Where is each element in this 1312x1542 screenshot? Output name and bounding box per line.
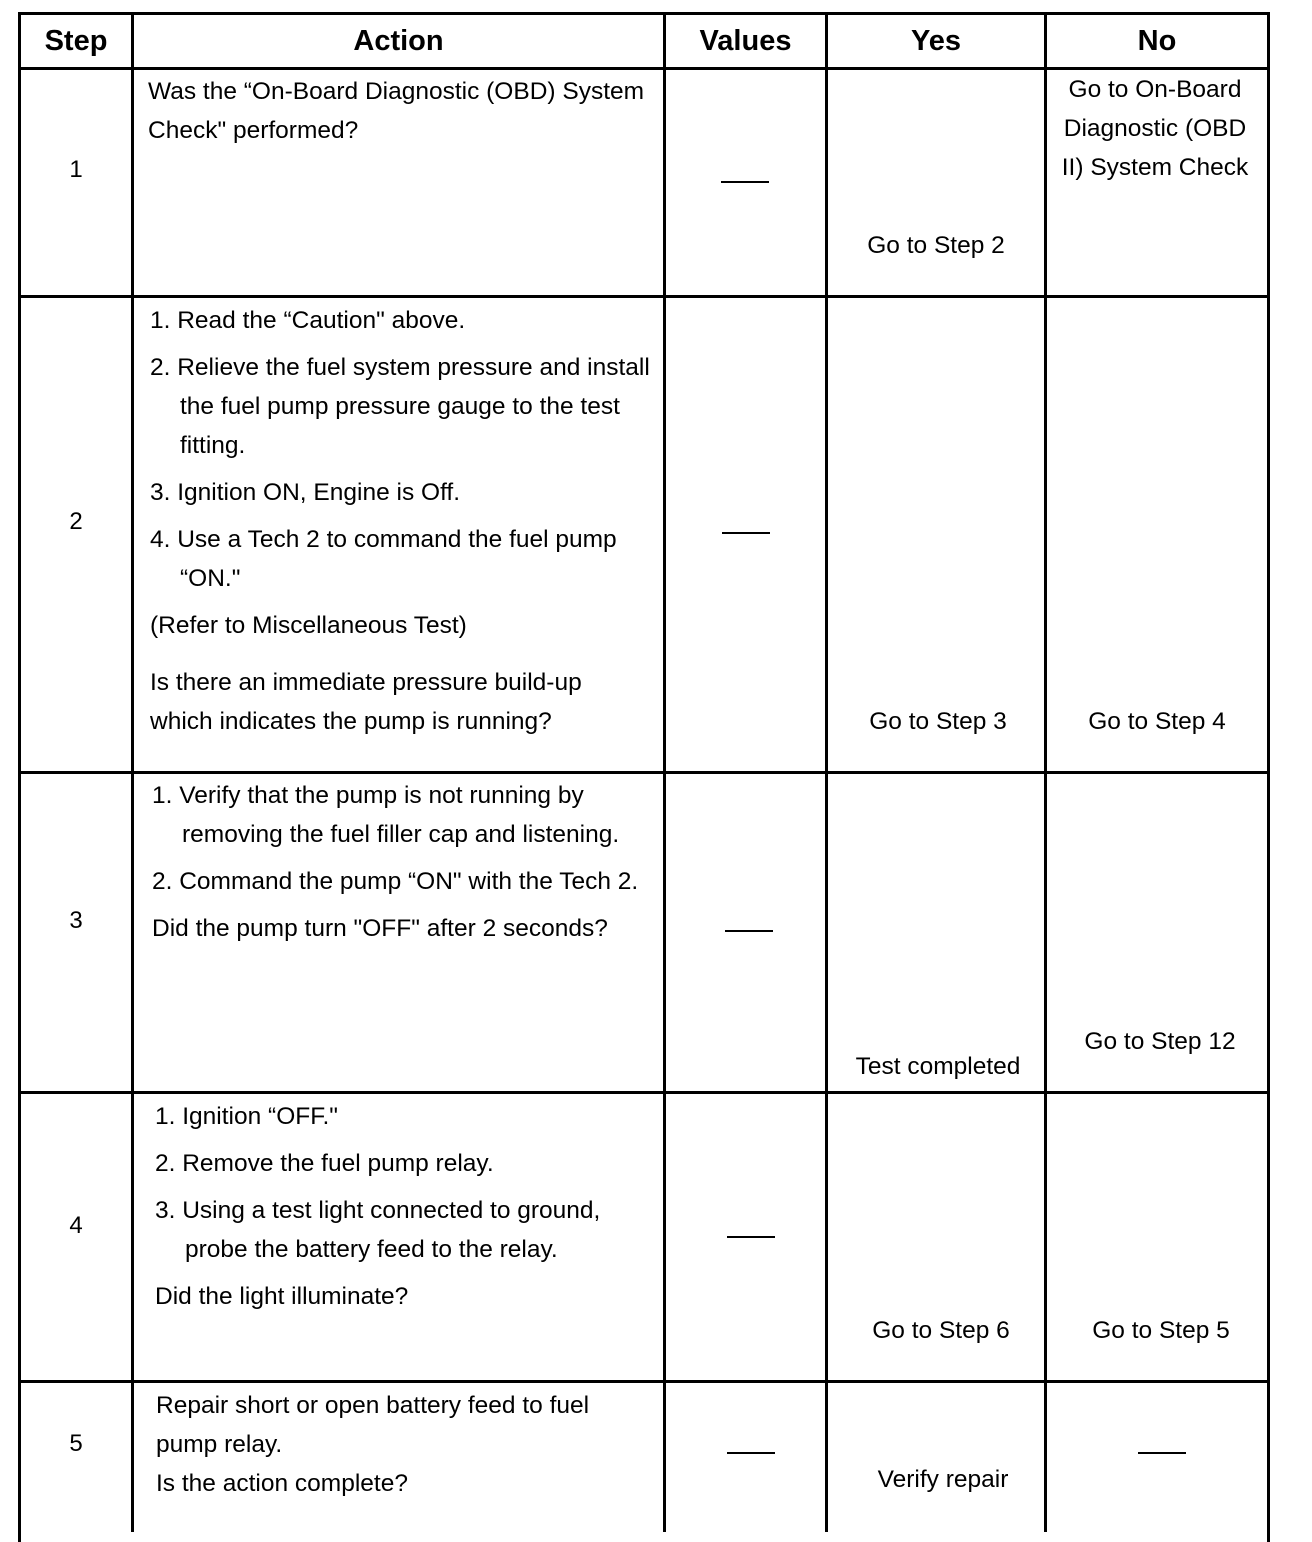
yes-result: Go to Step 6 xyxy=(872,1317,1010,1344)
no-result: Go to Step 12 xyxy=(1084,1028,1236,1055)
row-divider-2 xyxy=(18,771,1270,774)
row-divider-4 xyxy=(18,1380,1270,1383)
yes-result: Go to Step 3 xyxy=(869,708,1007,735)
column-divider-yes xyxy=(1044,12,1047,1532)
action-cell xyxy=(150,301,650,741)
no-result: Go to On-Board Diagnostic (OBD II) System Check xyxy=(1061,76,1249,181)
row-divider-3 xyxy=(18,1091,1270,1094)
step-number: 5 xyxy=(69,1430,83,1457)
header-no: No xyxy=(1137,25,1177,57)
action-question: Is the action complete? xyxy=(156,1470,408,1497)
step-number: 4 xyxy=(69,1212,83,1239)
yes-result: Verify repair xyxy=(877,1466,1009,1493)
action-step: 3. Using a test light connected to ground, probe the battery feed to the relay. xyxy=(155,1197,601,1263)
header-yes: Yes xyxy=(911,25,961,57)
action-question: Is there an immediate pressure build-up which indicates the pump is running? xyxy=(150,669,582,735)
header-values: Values xyxy=(699,25,792,57)
action-cell xyxy=(156,1386,656,1503)
step-number: 2 xyxy=(69,508,83,535)
column-divider-action xyxy=(663,12,666,1532)
action-cell xyxy=(152,776,652,948)
action-step: 1. Ignition “OFF." xyxy=(155,1103,338,1130)
value-dash xyxy=(721,181,769,183)
step-number: 1 xyxy=(69,156,83,183)
action-steps xyxy=(150,301,650,598)
action-step: 4. Use a Tech 2 to command the fuel pump “ON." xyxy=(150,526,617,592)
action-text: Was the “On-Board Diagnostic (OBD) System Check" performed? xyxy=(148,78,645,144)
yes-result: Go to Step 2 xyxy=(867,232,1005,259)
value-dash xyxy=(725,930,773,932)
no-result: Go to Step 4 xyxy=(1088,708,1226,735)
action-text: Repair short or open battery feed to fuel pump relay. xyxy=(156,1392,590,1458)
column-divider-step xyxy=(131,12,134,1532)
step-number: 3 xyxy=(69,907,83,934)
no-result-dash xyxy=(1138,1452,1186,1454)
header-action: Action xyxy=(353,25,444,57)
action-step: 1. Read the “Caution" above. xyxy=(150,307,466,334)
action-question: Did the light illuminate? xyxy=(155,1283,409,1310)
no-result: Go to Step 5 xyxy=(1092,1317,1230,1344)
header-step: Step xyxy=(44,25,108,57)
value-dash xyxy=(727,1236,775,1238)
yes-result: Test completed xyxy=(855,1053,1021,1080)
action-step: 2. Relieve the fuel system pressure and install the fuel pump pressure gauge to the test fitting. xyxy=(150,354,650,459)
value-dash xyxy=(727,1452,775,1454)
action-steps xyxy=(155,1097,655,1269)
action-note: (Refer to Miscellaneous Test) xyxy=(150,612,467,639)
action-cell xyxy=(148,72,648,150)
action-step: 3. Ignition ON, Engine is Off. xyxy=(150,479,461,506)
row-divider-1 xyxy=(18,295,1270,298)
value-dash xyxy=(722,532,770,534)
action-cell xyxy=(155,1097,655,1316)
action-question: Did the pump turn "OFF" after 2 seconds? xyxy=(152,915,608,942)
action-step: 2. Command the pump “ON" with the Tech 2. xyxy=(152,868,639,895)
action-steps xyxy=(152,776,652,901)
action-step: 1. Verify that the pump is not running by removing the fuel filler cap and listening. xyxy=(152,782,620,848)
action-step: 2. Remove the fuel pump relay. xyxy=(155,1150,494,1177)
